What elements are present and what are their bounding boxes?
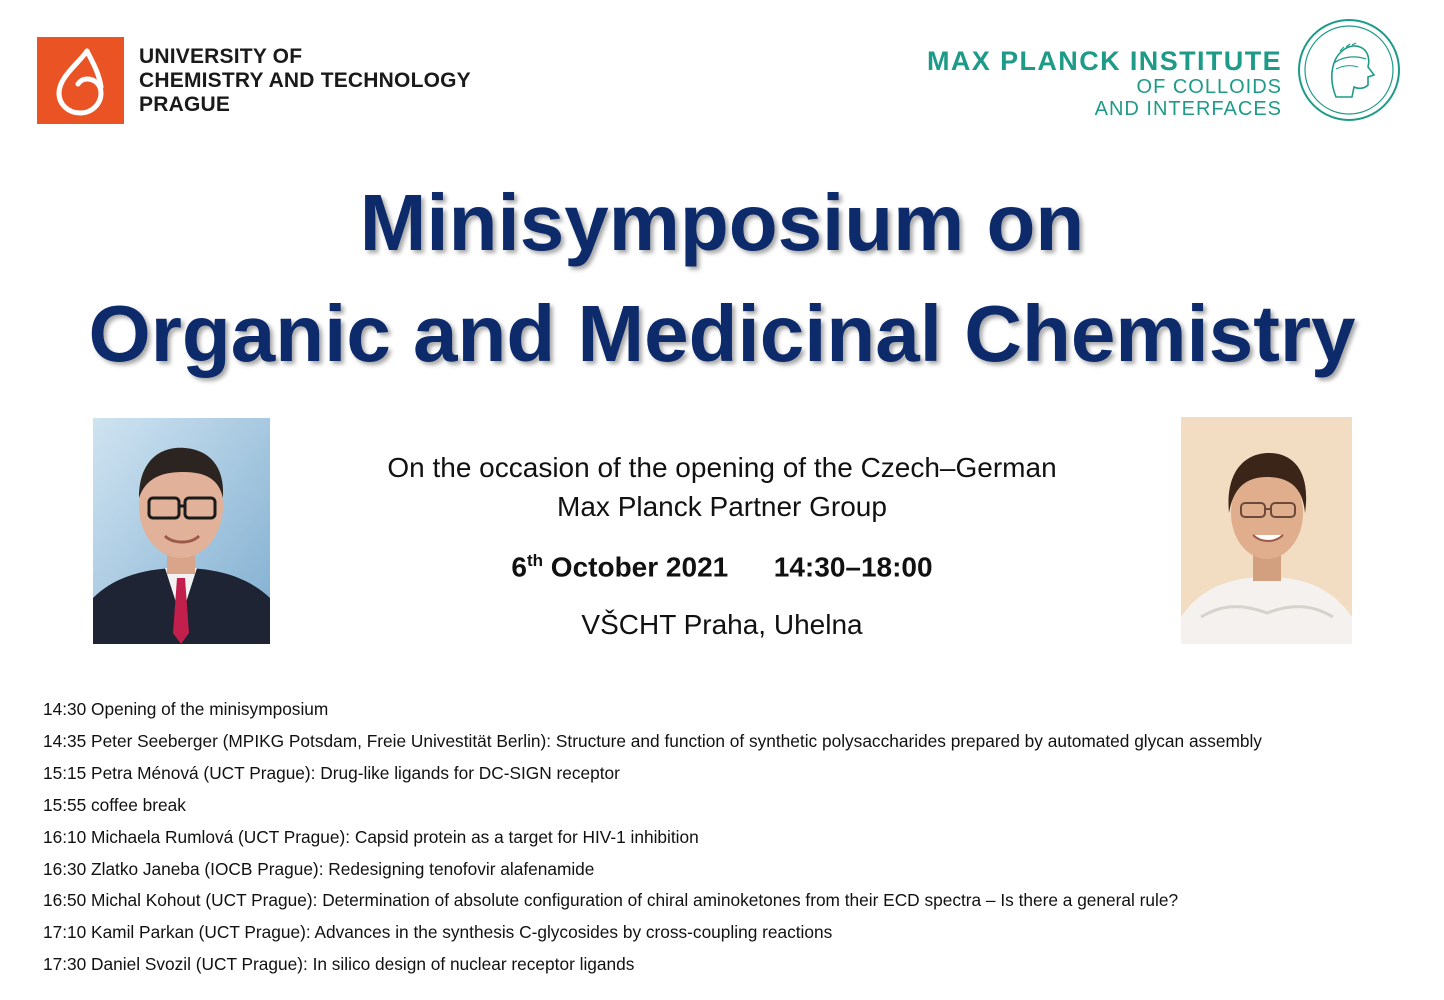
date-day: 6 bbox=[511, 551, 527, 583]
uct-drop-logo-icon bbox=[37, 37, 124, 124]
event-time: 14:30–18:00 bbox=[773, 551, 933, 583]
date-suffix: th bbox=[526, 551, 544, 570]
minerva-seal-icon bbox=[1296, 17, 1402, 123]
program-item: 15:55 coffee break bbox=[43, 794, 186, 815]
mpi-name-line3: AND INTERFACES bbox=[1094, 98, 1282, 120]
speaker-photo-left bbox=[93, 418, 270, 644]
program-item: 14:35 Peter Seeberger (MPIKG Potsdam, Freie Univestität Berlin): Structure and function of synthetic polysaccharides prepared by automated glycan assembly bbox=[43, 730, 1262, 751]
venue: VŠCHT Praha, Uhelna bbox=[581, 609, 863, 640]
occasion-line2: Max Planck Partner Group bbox=[557, 491, 887, 522]
title-line2: Organic and Medicinal Chemistry bbox=[88, 289, 1356, 378]
uct-name-line: CHEMISTRY AND TECHNOLOGY bbox=[139, 69, 471, 92]
speaker-photo-right bbox=[1181, 417, 1352, 644]
mpi-name-line2: OF COLLOIDS bbox=[1136, 76, 1282, 98]
mpi-name-line1: MAX PLANCK INSTITUTE bbox=[927, 46, 1282, 76]
title-line1: Minisymposium on bbox=[359, 178, 1085, 267]
occasion-line1: On the occasion of the opening of the Czech–German bbox=[387, 452, 1057, 483]
program-item: 17:10 Kamil Parkan (UCT Prague): Advances in the synthesis C-glycosides by cross-coupling reactions bbox=[43, 922, 833, 943]
date-rest: October 2021 bbox=[550, 551, 729, 583]
program-item: 15:15 Petra Ménová (UCT Prague): Drug-like ligands for DC-SIGN receptor bbox=[43, 762, 620, 783]
program-item: 16:50 Michal Kohout (UCT Prague): Determination of absolute configuration of chiral aminoketones from their ECD spectra – Is there a general rule? bbox=[43, 890, 1179, 911]
program-list bbox=[43, 694, 1423, 981]
program-item: 17:30 Daniel Svozil (UCT Prague): In silico design of nuclear receptor ligands bbox=[43, 954, 635, 975]
uct-name-line: UNIVERSITY OF bbox=[139, 45, 303, 68]
occasion-text bbox=[300, 448, 1144, 526]
program-item: 16:10 Michaela Rumlová (UCT Prague): Capsid protein as a target for HIV-1 inhibition bbox=[43, 826, 699, 847]
program-item: 16:30 Zlatko Janeba (IOCB Prague): Redesigning tenofovir alafenamide bbox=[43, 858, 595, 879]
uct-name bbox=[139, 45, 471, 117]
mpi-name bbox=[927, 46, 1282, 120]
program-item: 14:30 Opening of the minisymposium bbox=[43, 699, 329, 719]
uct-logo bbox=[37, 37, 124, 124]
uct-name-line: PRAGUE bbox=[139, 93, 231, 116]
date-time-line bbox=[300, 551, 1144, 583]
